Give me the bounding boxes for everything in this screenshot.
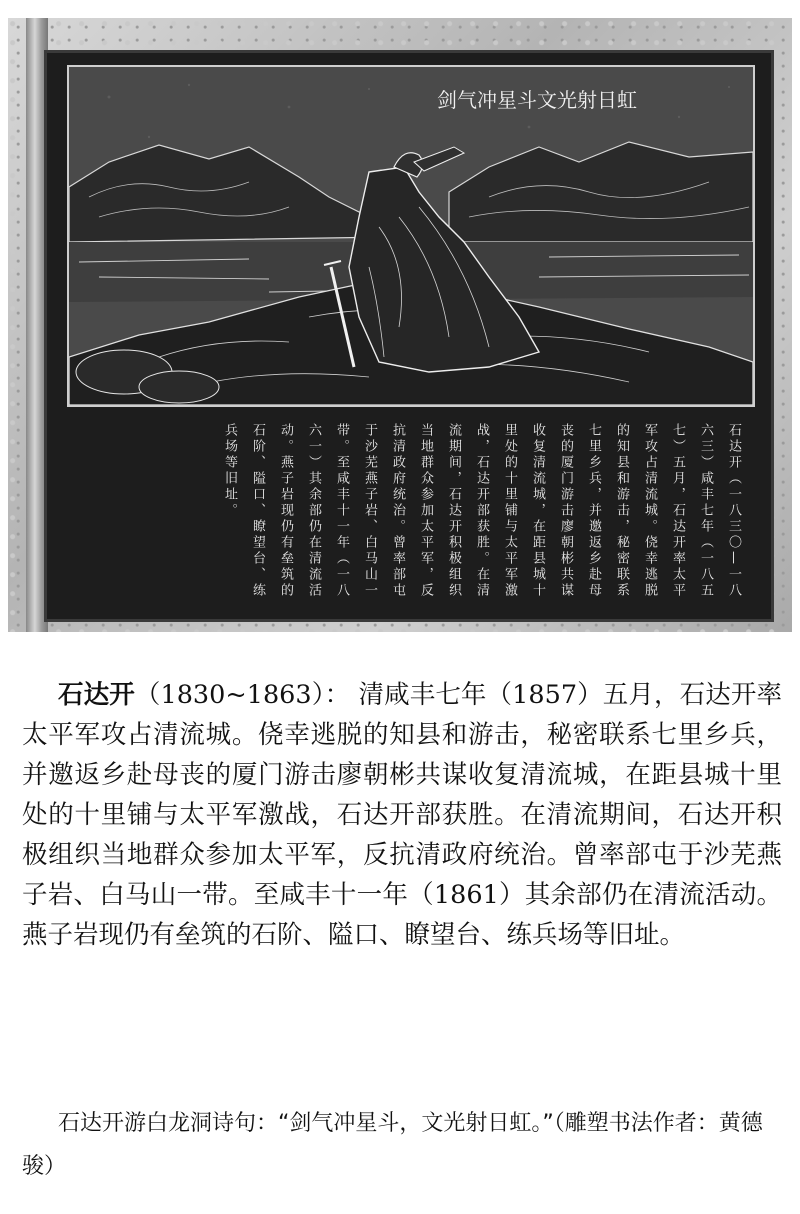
calligraphy-inscription: 剑气冲星斗文光射日虹: [437, 88, 637, 112]
caption-body: 清咸丰七年（1857）五月，石达开率太平军攻占清流城。侥幸逃脱的知县和游击，秘密联系七里乡兵，并邀返乡赴母丧的厦门游击廖朝彬共谋收复清流城，在距县城十里处的十里铺与太平军激战，石达开部获胜。在清流期间，石达开积极组织当地群众参加太平军，反抗清政府统治。曾率部屯于沙芜燕子岩、白马山一带。至咸丰十一年（1861）其余部仍在清流活动。燕子岩现仍有垒筑的石阶、隘口、瞭望台、练兵场等旧址。: [22, 680, 782, 950]
engraved-illustration: [67, 65, 755, 407]
poem-credit: 石达开游白龙洞诗句：“剑气冲星斗，文光射日虹。”（雕塑书法作者：黄德骏）: [22, 1111, 763, 1179]
plaque-text-body: 石达开（一八三〇—一八六三）咸丰七年（一八五七）五月，石达开率太平军攻占清流城。侥幸逃脱的知县和游击，秘密联系七里乡兵，并邀返乡赴母丧的厦门游击廖朝彬共谋收复清流城，在距县城十里处的十里铺与太平军激战，石达开部获胜。在清流期间，石达开积极组织当地群众参加太平军，反抗清政府统治。曾率部屯于沙芜燕子岩、白马山一带。至咸丰十一年（一八六一）其余部仍在清流活动。燕子岩现仍有垒筑的石阶、隘口、瞭望台、练兵场等旧址。: [222, 423, 741, 599]
stele-photo: [8, 18, 792, 632]
plaque-inscription: [107, 423, 747, 608]
person-dates: （1830~1863）：: [134, 680, 351, 710]
person-name: 石达开: [58, 680, 135, 710]
engraved-plaque: [44, 50, 774, 622]
mountain-scene-engraving: [69, 67, 753, 405]
caption-paragraph: [22, 675, 782, 955]
